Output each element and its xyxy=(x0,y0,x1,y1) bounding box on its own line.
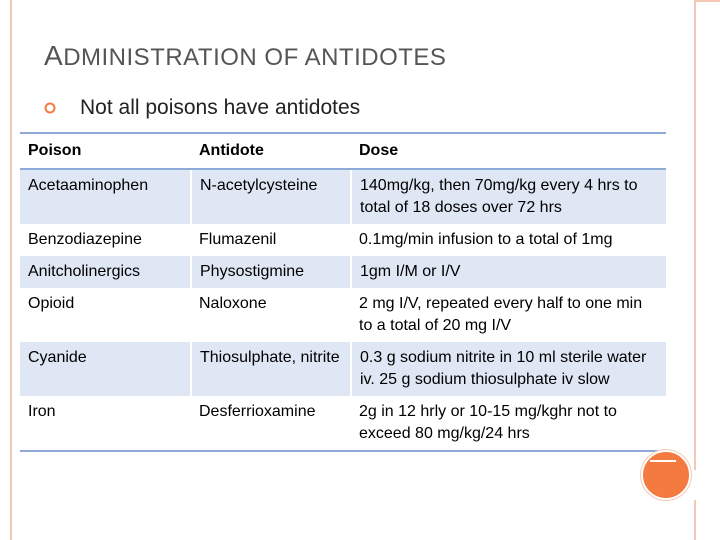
cell-poison: Cyanide xyxy=(20,342,191,396)
header-dose: Dose xyxy=(351,133,666,169)
table-header-row xyxy=(20,133,666,169)
cell-dose: 2g in 12 hrly or 10-15 mg/kghr not to exceed 80 mg/kg/24 hrs xyxy=(351,396,666,451)
decorative-orange-circle xyxy=(641,450,691,500)
header-poison: Poison xyxy=(20,133,191,169)
frame-line-right xyxy=(694,0,696,470)
cell-dose: 2 mg I/V, repeated every half to one min to a total of 20 mg I/V xyxy=(359,295,643,334)
cell-antidote: Thiosulphate, nitrite xyxy=(191,342,351,396)
bullet-point xyxy=(44,96,360,120)
table-row xyxy=(20,169,666,224)
frame-line-right-lower xyxy=(694,500,696,540)
cell-antidote: Desferrioxamine xyxy=(191,396,351,451)
table-row xyxy=(20,342,666,396)
cell-antidote: Physostigmine xyxy=(191,256,351,288)
table-row xyxy=(20,224,666,256)
antidote-table xyxy=(20,132,666,452)
frame-line-top xyxy=(694,0,720,2)
frame-line-left xyxy=(10,0,12,540)
cell-poison: Acetaaminophen xyxy=(20,169,191,224)
cell-dose: 0.3 g sodium nitrite in 10 ml sterile water iv. 25 g sodium thiosulphate iv slow xyxy=(351,342,666,396)
header-antidote: Antidote xyxy=(191,133,351,169)
decorative-circle-line xyxy=(650,460,676,462)
cell-poison: Opioid xyxy=(28,295,75,312)
cell-antidote: Flumazenil xyxy=(199,231,277,248)
cell-poison: Benzodiazepine xyxy=(28,231,142,248)
bullet-text: Not all poisons have antidotes xyxy=(80,96,361,119)
cell-dose: 0.1mg/min infusion to a total of 1mg xyxy=(359,231,613,248)
cell-dose: 140mg/kg, then 70mg/kg every 4 hrs to total of 18 doses over 72 hrs xyxy=(351,169,666,224)
cell-poison: Anitcholinergics xyxy=(20,256,191,288)
cell-dose: 1gm I/M or I/V xyxy=(351,256,666,288)
table-row xyxy=(20,396,666,451)
ring-bullet-icon xyxy=(44,102,56,114)
table-row xyxy=(20,288,666,342)
cell-poison: Iron xyxy=(20,396,191,451)
table-row xyxy=(20,256,666,288)
slide-title: ADMINISTRATION OF ANTIDOTES xyxy=(44,40,447,71)
cell-antidote: Naloxone xyxy=(199,295,267,312)
cell-antidote: N-acetylcysteine xyxy=(191,169,351,224)
